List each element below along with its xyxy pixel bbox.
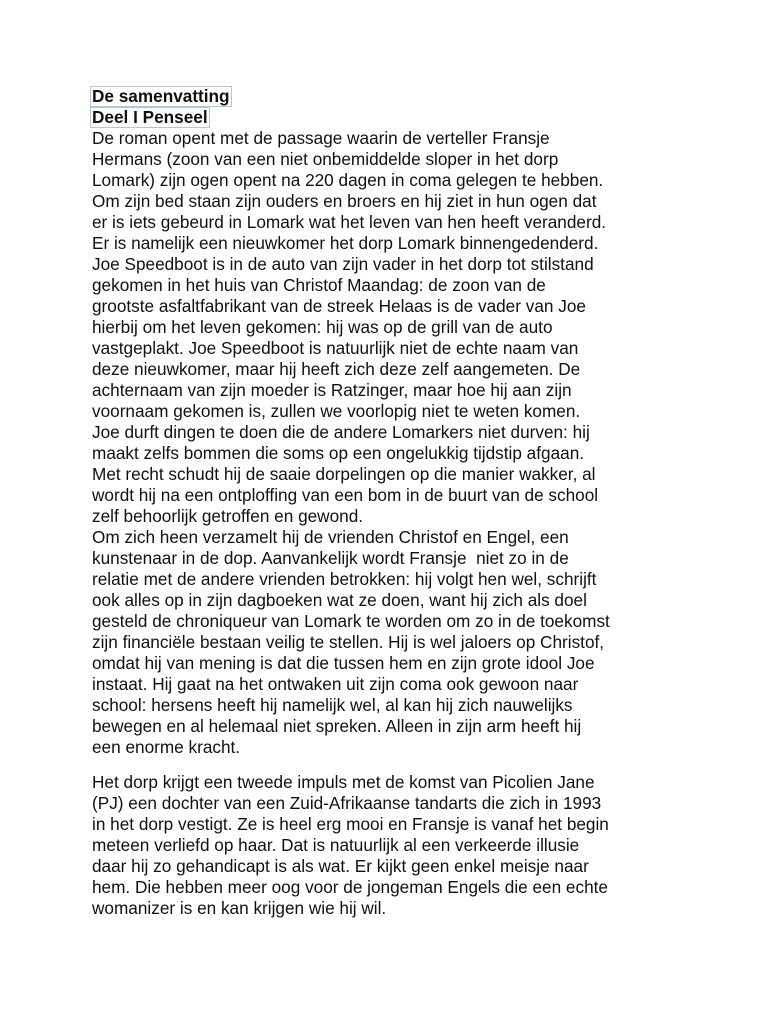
text-line: een enorme kracht. (92, 737, 241, 757)
text-line: Joe durft dingen te doen die de andere Lomarkers niet durven: hij (92, 422, 590, 442)
text-line: hem. Die hebben meer oog voor de jongeman Engels die een echte (92, 877, 608, 897)
text-line: (PJ) een dochter van een Zuid-Afrikaanse tandarts die zich in 1993 (92, 793, 602, 813)
text-line: er is iets gebeurd in Lomark wat het leven van hen heeft veranderd. (92, 212, 607, 232)
document-title: De samenvatting (92, 86, 230, 106)
text-line: wordt hij na een ontploffing van een bom in de buurt van de school (92, 485, 599, 505)
text-line: De roman opent met de passage waarin de verteller Fransje (92, 128, 550, 148)
text-line: womanizer is en kan krijgen wie hij wil. (92, 898, 387, 918)
paragraph-1 (92, 128, 692, 758)
text-line: Met recht schudt hij de saaie dorpelingen op die manier wakker, al (92, 464, 596, 484)
paragraph-2 (92, 772, 692, 919)
text-line: zelf behoorlijk getroffen en gewond. (92, 506, 364, 526)
document-subtitle: Deel I Penseel (92, 107, 208, 127)
text-line: bewegen en al helemaal niet spreken. Alleen in zijn arm heeft hij (92, 716, 582, 736)
text-line: deze nieuwkomer, maar hij heeft zich deze zelf aangemeten. De (92, 359, 581, 379)
text-line: hierbij om het leven gekomen: hij was op de grill van de auto (92, 317, 553, 337)
text-line: gekomen in het huis van Christof Maandag: de zoon van de (92, 275, 546, 295)
text-line: instaat. Hij gaat na het ontwaken uit zijn coma ook gewoon naar (92, 674, 579, 694)
text-line: maakt zelfs bommen die soms op een ongelukkig tijdstip afgaan. (92, 443, 585, 463)
paragraph-gap (92, 758, 692, 772)
text-line: Om zich heen verzamelt hij de vrienden Christof en Engel, een (92, 527, 569, 547)
text-line: zijn financiële bestaan veilig te stellen. Hij is wel jaloers op Christof, (92, 632, 605, 652)
text-line: Joe Speedboot is in de auto van zijn vader in het dorp tot stilstand (92, 254, 594, 274)
text-line: daar hij zo gehandicapt is als wat. Er kijkt geen enkel meisje naar (92, 856, 589, 876)
text-line: Lomark) zijn ogen opent na 220 dagen in coma gelegen te hebben. (92, 170, 604, 190)
text-line: vastgeplakt. Joe Speedboot is natuurlijk niet de echte naam van (92, 338, 579, 358)
text-line: school: hersens heeft hij namelijk wel, al kan hij zich nauwelijks (92, 695, 573, 715)
text-line: Het dorp krijgt een tweede impuls met de komst van Picolien Jane (92, 772, 595, 792)
text-line: kunstenaar in de dop. Aanvankelijk wordt Fransje niet zo in de (92, 548, 569, 568)
text-line: voornaam gekomen is, zullen we voorlopig niet te weten komen. (92, 401, 581, 421)
subtitle-row (92, 107, 692, 128)
text-line: gesteld de chroniqueur van Lomark te worden om zo in de toekomst (92, 611, 610, 631)
text-line: achternaam van zijn moeder is Ratzinger, maar hoe hij aan zijn (92, 380, 572, 400)
text-line: Er is namelijk een nieuwkomer het dorp Lomark binnengedenderd. (92, 233, 599, 253)
text-line: omdat hij van mening is dat die tussen hem en zijn grote idool Joe (92, 653, 595, 673)
text-line: meteen verliefd op haar. Dat is natuurlijk al een verkeerde illusie (92, 835, 580, 855)
document-page (92, 86, 692, 919)
text-line: Om zijn bed staan zijn ouders en broers en hij ziet in hun ogen dat (92, 191, 597, 211)
text-line: in het dorp vestigt. Ze is heel erg mooi en Fransje is vanaf het begin (92, 814, 609, 834)
text-line: relatie met de andere vrienden betrokken: hij volgt hen wel, schrijft (92, 569, 597, 589)
text-line: ook alles op in zijn dagboeken wat ze doen, want hij zich als doel (92, 590, 587, 610)
title-row (92, 86, 692, 107)
text-line: grootste asfaltfabrikant van de streek Helaas is de vader van Joe (92, 296, 586, 316)
text-line: Hermans (zoon van een niet onbemiddelde sloper in het dorp (92, 149, 559, 169)
